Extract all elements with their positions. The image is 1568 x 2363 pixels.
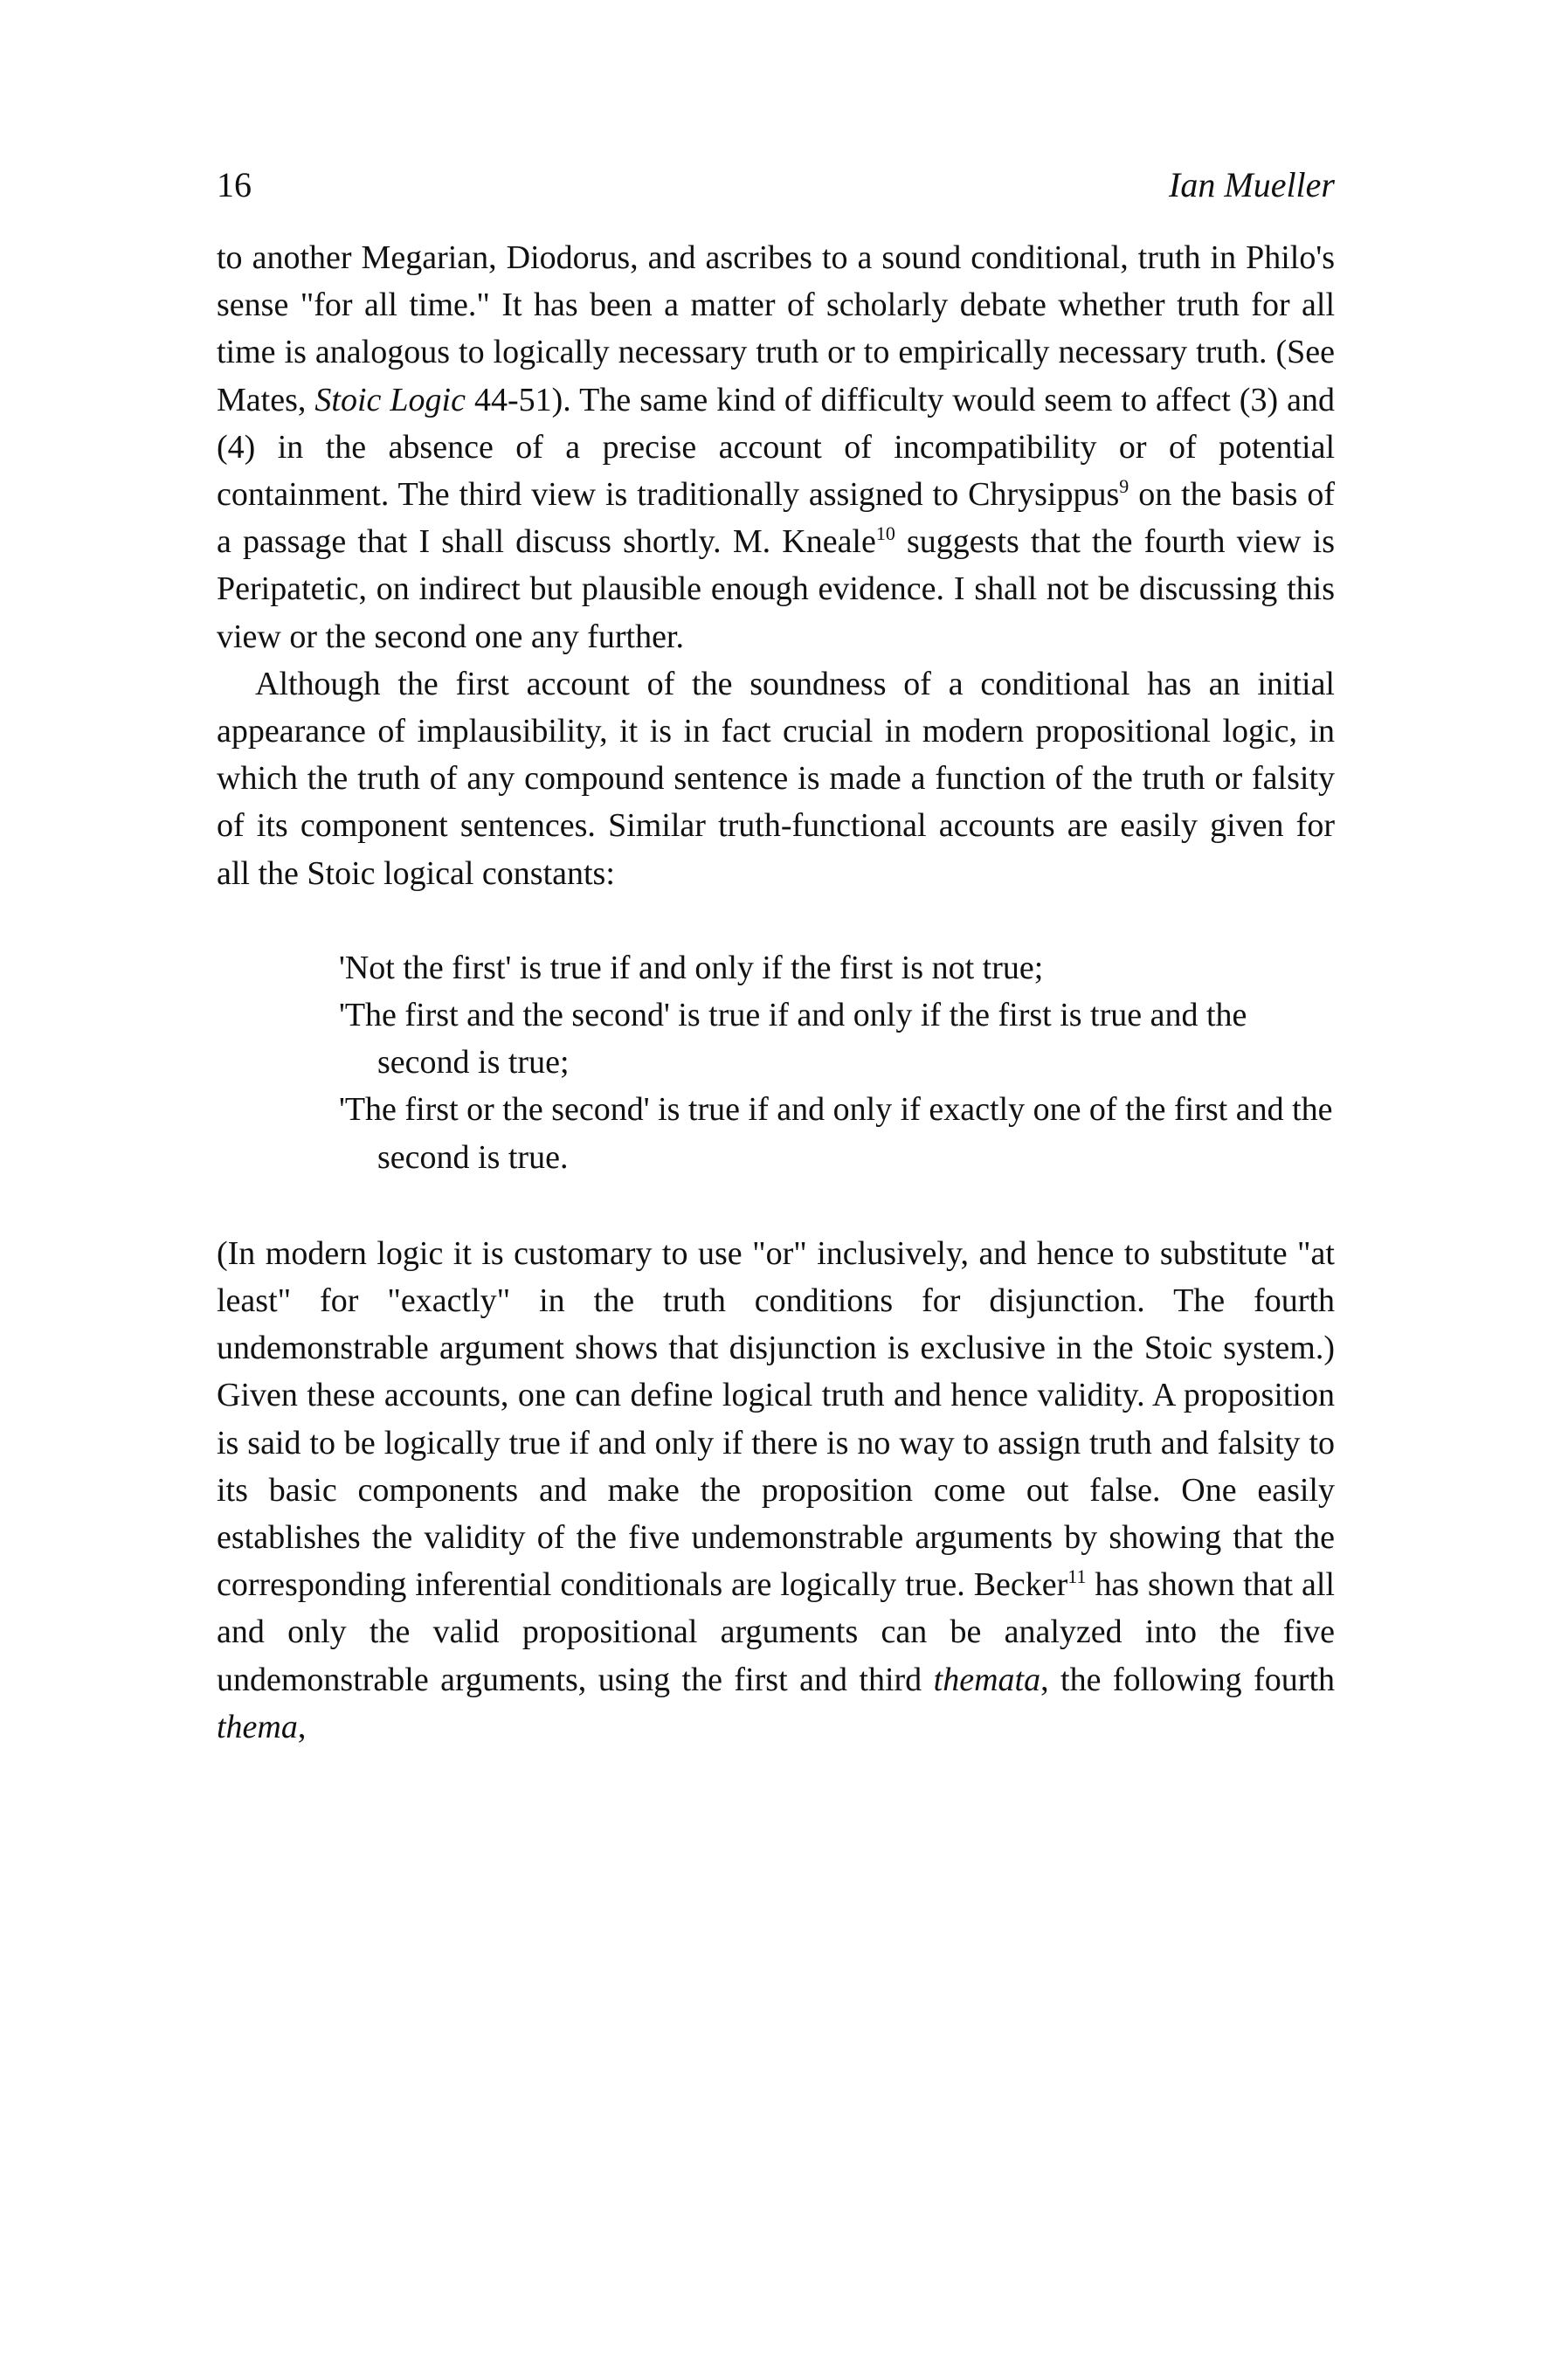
truth-conditions-display — [217, 944, 1335, 1181]
paragraph-1-text: on the basis of a passage that I shall discuss shortly. M. Kneale — [217, 476, 1335, 561]
themata-term: themata — [933, 1661, 1041, 1698]
paragraph-1-text: to another Megarian, Diodorus, and ascribes to a sound conditional, truth in Philo's sense "for all time." It has been a matter of scholarly debate whether truth for all time is analogous to logically necessary truth or to empirically necessary truth. (See Mates, — [217, 239, 1335, 418]
page-number: 16 — [217, 165, 252, 204]
paragraph-3 — [217, 1230, 1335, 1751]
paragraph-1 — [217, 234, 1335, 660]
body-text — [217, 234, 1335, 1751]
footnote-marker-10: 10 — [875, 522, 895, 545]
book-title: Stoic Logic — [314, 381, 466, 418]
paragraph-2: Although the first account of the soundness of a conditional has an initial appearance of implausibility, it is in fact crucial in modern propositional logic, in which the truth of any compound sentence is made a function of the truth or falsity of its component sentences. Similar truth-functional accounts are easily given for all the Stoic logical constants: — [217, 665, 1335, 892]
paragraph-1-text: suggests that the fourth view is Peripatetic, on indirect but plausible enough evidence. I shall not be discussing this view or the second one any further. — [217, 523, 1335, 655]
footnote-marker-11: 11 — [1067, 1565, 1087, 1588]
thema-term: thema — [217, 1708, 298, 1745]
running-head: Ian Mueller — [1169, 165, 1335, 204]
disjunction-condition: 'The first or the second' is true if and only if exactly one of the first and the second is true. — [339, 1091, 1333, 1176]
paragraph-3-text: (In modern logic it is customary to use "or" inclusively, and hence to substitute "at least" for "exactly" in the truth conditions for disjunction. The fourth undemonstrable argument shows that disjunction is exclusive in the Stoic system.) Given these accounts, one can define logical truth and hence validity. A proposition is said to be logically true if and only if there is no way to assign truth and falsity to its basic components and make the proposition come out false. One easily establishes the validity of the five undemonstrable arguments by showing that the corresponding inferential conditionals are logically true. Becker — [217, 1234, 1335, 1604]
conjunction-condition: 'The first and the second' is true if and only if the first is true and the second is true; — [339, 997, 1247, 1081]
paragraph-3-text: , the following fourth — [1040, 1661, 1336, 1698]
footnote-marker-9: 9 — [1119, 475, 1129, 498]
negation-condition: 'Not the first' is true if and only if the first is not true; — [339, 949, 1044, 986]
paragraph-1-text: 44-51). The same kind of difficulty would seem to affect (3) and (4) in the absence of a precise account of incompatibility or of potential containment. The third view is traditionally assigned to Chrysippus — [217, 381, 1335, 514]
paragraph-3-text: has shown that all and only the valid propositional arguments can be analyzed into the five undemonstrable arguments, using the first and third — [217, 1566, 1335, 1698]
page-header — [217, 164, 1335, 217]
paragraph-3-text: , — [297, 1708, 307, 1745]
